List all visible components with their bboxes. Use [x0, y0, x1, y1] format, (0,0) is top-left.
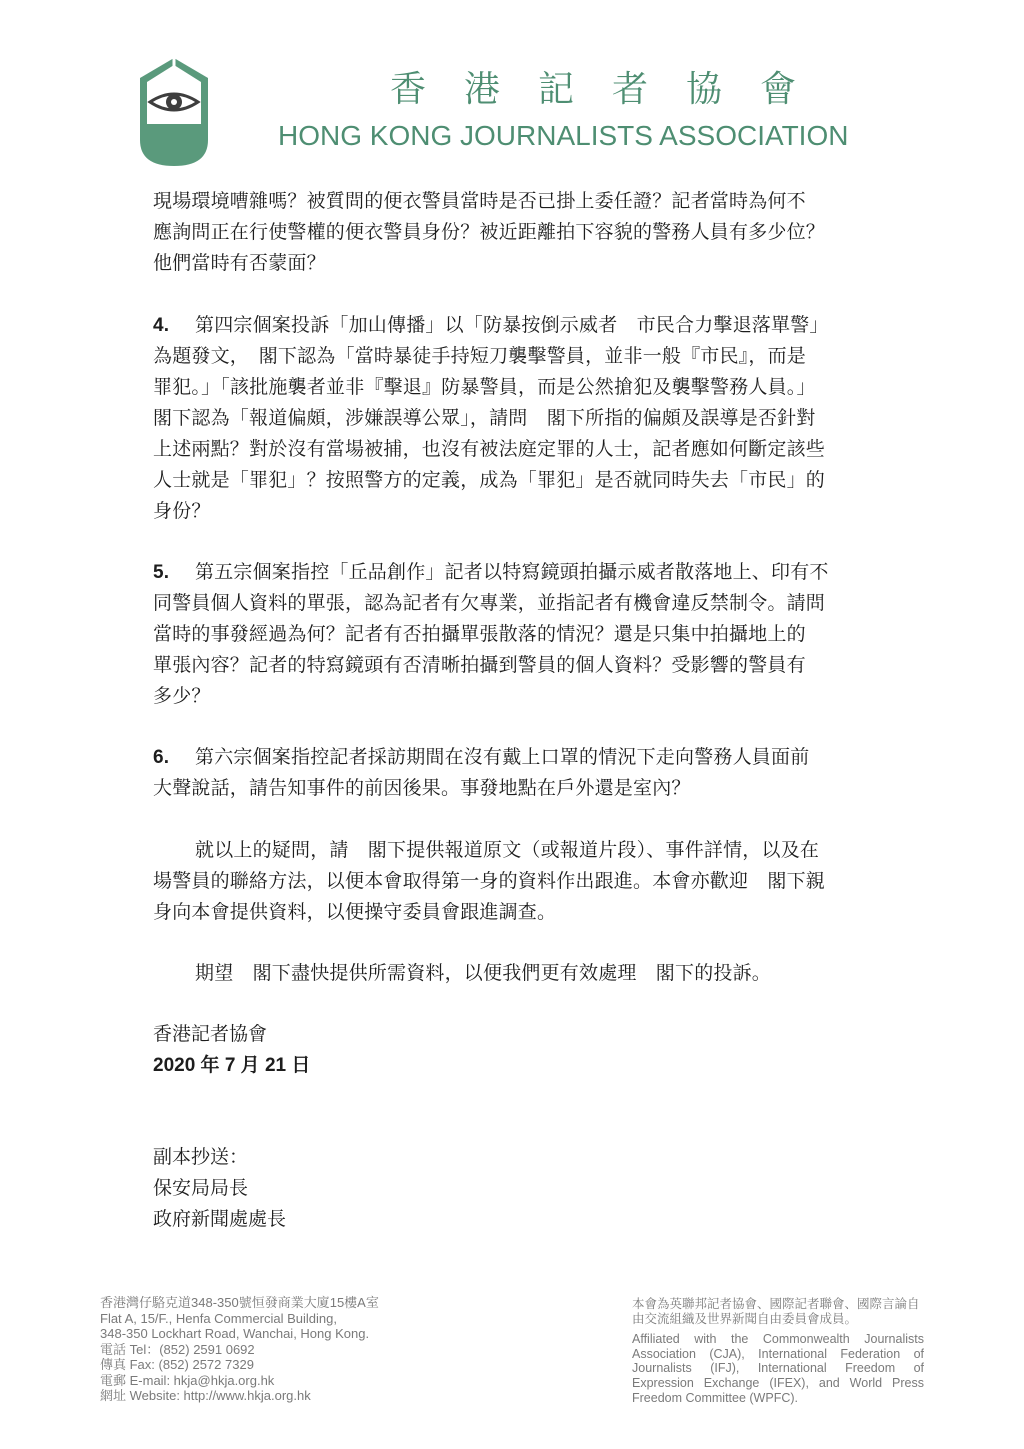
text-line: 閣下認為「報道偏頗，涉嫌誤導公眾」，請問 閣下所指的偏頗及誤導是否針對	[153, 407, 816, 429]
item-number: 5.	[153, 562, 170, 583]
item-5-paragraph	[153, 557, 869, 712]
text-line: 第四宗個案投訴「加山傳播」以「防暴按倒示威者 市民合力擊退落單警」	[195, 314, 829, 336]
text-line: 多少？	[153, 685, 211, 707]
footer-contact	[100, 1295, 460, 1404]
item-6-paragraph	[153, 742, 869, 804]
cc-recipient: 政府新聞處處長	[153, 1208, 287, 1230]
cc-label: 副本抄送：	[153, 1146, 249, 1168]
phone-line: 電話 Tel：(852) 2591 0692	[100, 1341, 255, 1357]
address-line: Flat A, 15/F., Henfa Commercial Building,	[100, 1310, 337, 1326]
item-4-paragraph	[153, 310, 869, 527]
text-line: 為題發文， 閣下認為「當時暴徒手持短刀襲擊警員，並非一般『市民』，而是	[153, 345, 807, 367]
closing-paragraph	[153, 958, 869, 989]
signature-date: 2020 年 7 月 21 日	[153, 1055, 311, 1076]
affiliation-chinese: 本會為英聯邦記者協會、國際記者聯會、國際言論自由交流組織及世界新聞自由委員會成員。	[632, 1297, 920, 1326]
text-line: 當時的事發經過為何？記者有否拍攝單張散落的情況？還是只集中拍攝地上的	[153, 623, 806, 645]
address-line: 348-350 Lockhart Road, Wanchai, Hong Kong.	[100, 1326, 370, 1341]
website-line: 網址 Website: http://www.hkja.org.hk	[100, 1388, 311, 1403]
address-line: 香港灣仔駱克道348-350號恒發商業大廈15樓A室	[100, 1295, 379, 1310]
text-line: 大聲說話，請告知事件的前因後果。事發地點在戶外還是室內？	[153, 777, 691, 799]
signature-block	[153, 1019, 310, 1081]
eye-logo-icon	[136, 56, 212, 168]
text-line: 罪犯。」「該批施襲者並非『擊退』防暴警員，而是公然搶犯及襲擊警務人員。」	[153, 376, 816, 398]
text-line: 身向本會提供資料，以便操守委員會跟進調查。	[153, 901, 557, 923]
cc-block	[153, 1142, 286, 1235]
text-line: 同警員個人資料的單張，認為記者有欠專業，並指記者有機會違反禁制令。請問	[153, 592, 826, 614]
text-line: 期望 閣下盡快提供所需資料，以便我們更有效處理 閣下的投訴。	[195, 962, 772, 984]
signature-org: 香港記者協會	[153, 1023, 268, 1045]
email-line: 電郵 E-mail: hkja@hkja.org.hk	[100, 1372, 275, 1388]
request-paragraph	[153, 835, 869, 928]
text-line: 單張內容？記者的特寫鏡頭有否清晰拍攝到警員的個人資料？受影響的警員有	[153, 654, 806, 676]
text-line: 第六宗個案指控記者採訪期間在沒有戴上口罩的情況下走向警務人員面前	[195, 746, 810, 768]
item-number: 6.	[153, 747, 170, 768]
fax-line: 傳真 Fax: (852) 2572 7329	[100, 1357, 254, 1372]
footer-affiliation	[632, 1297, 924, 1405]
text-line: 應詢問正在行使警權的便衣警員身份？被近距離拍下容貌的警務人員有多少位？	[153, 221, 826, 243]
text-line: 第五宗個案指控「丘品創作」記者以特寫鏡頭拍攝示威者散落地上、印有不	[195, 561, 829, 583]
text-line: 身份？	[153, 500, 211, 522]
item-number: 4.	[153, 315, 170, 336]
affiliation-english: Affiliated with the Commonwealth Journalists Association (CJA), International Federation of Journalists (IFJ), International Freedom of Expression Exchange (IFEX), and World Press Freedom Committee (WPFC).	[632, 1332, 924, 1405]
cc-recipient: 保安局局長	[153, 1177, 249, 1199]
text-line: 人士就是「罪犯」？按照警方的定義，成為「罪犯」是否就同時失去「市民」的	[153, 469, 826, 491]
text-line: 現場環境嘈雜嗎？被質問的便衣警員當時是否已掛上委任證？記者當時為何不	[153, 190, 806, 212]
org-name-english: HONG KONG JOURNALISTS ASSOCIATION	[278, 120, 849, 151]
org-name-chinese: 香港記者協會	[390, 69, 835, 110]
text-line: 他們當時有否蒙面？	[153, 252, 326, 274]
text-line: 就以上的疑問，請 閣下提供報道原文（或報道片段）、事件詳情，以及在	[195, 839, 820, 861]
text-line: 場警員的聯絡方法，以便本會取得第一身的資料作出跟進。本會亦歡迎 閣下親	[153, 870, 826, 892]
text-line: 上述兩點？對於沒有當場被捕，也沒有被法庭定罪的人士，記者應如何斷定該些	[153, 438, 826, 460]
intro-paragraph	[153, 186, 869, 279]
